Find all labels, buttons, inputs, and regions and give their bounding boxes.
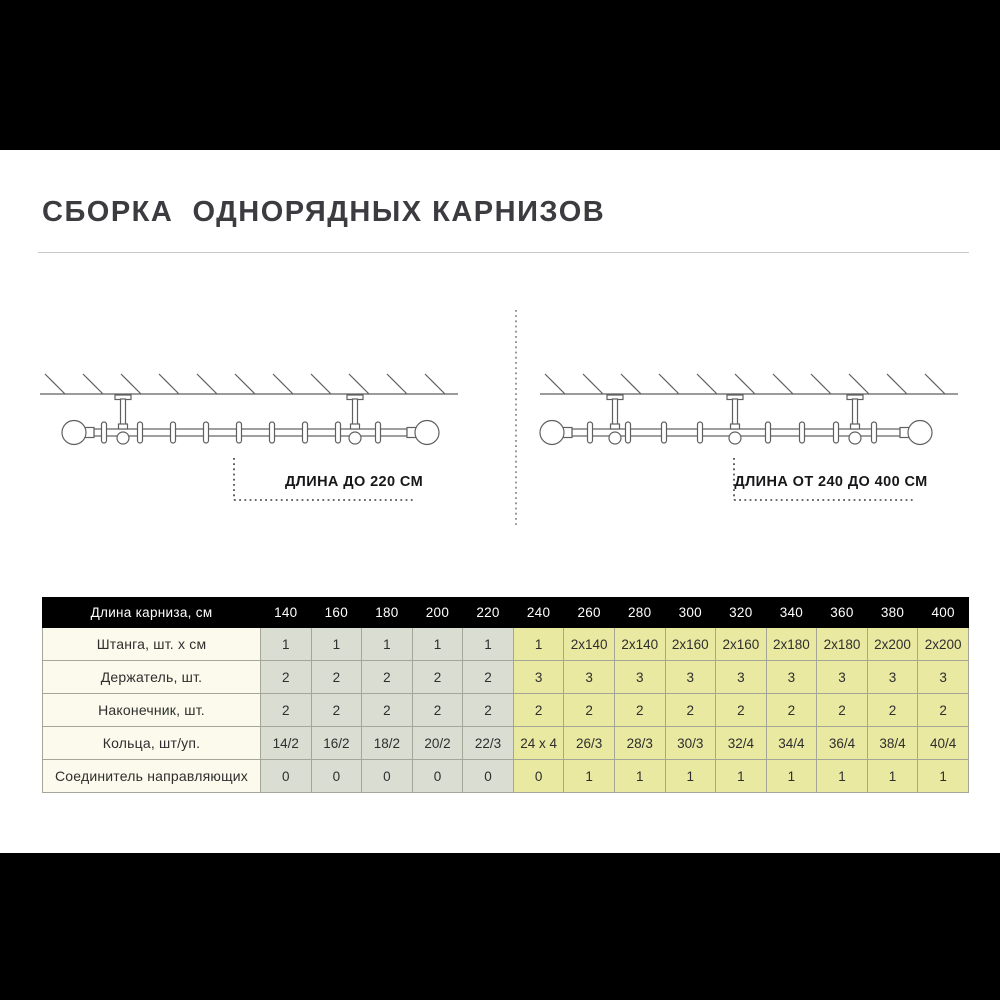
value-cell: 2x160	[665, 628, 716, 661]
column-header-cell: 200	[412, 598, 463, 628]
value-cell: 3	[614, 661, 665, 694]
ceiling-hatch	[849, 374, 869, 394]
cornice-diagrams	[0, 300, 1000, 550]
value-cell: 2	[766, 694, 817, 727]
row-label-cell: Наконечник, шт.	[43, 694, 261, 727]
bracket-cap	[119, 424, 128, 429]
curtain-ring	[834, 422, 839, 443]
value-cell: 2	[261, 661, 312, 694]
row-label-cell: Соединитель направляющих	[43, 760, 261, 793]
column-header-cell: 140	[261, 598, 312, 628]
value-cell: 1	[463, 628, 514, 661]
ceiling-hatch	[735, 374, 755, 394]
value-cell: 2	[463, 694, 514, 727]
ceiling-hatch	[197, 374, 217, 394]
value-cell: 2	[412, 694, 463, 727]
value-cell: 2	[463, 661, 514, 694]
ceiling-hatch	[349, 374, 369, 394]
ceiling-hatch	[83, 374, 103, 394]
value-cell: 0	[362, 760, 413, 793]
bracket-holder	[729, 432, 741, 444]
value-cell: 16/2	[311, 727, 362, 760]
ceiling-hatch	[887, 374, 907, 394]
value-cell: 2	[867, 694, 918, 727]
column-header-cell: 340	[766, 598, 817, 628]
value-cell: 2	[716, 694, 767, 727]
curtain-ring	[270, 422, 275, 443]
ceiling-hatch	[159, 374, 179, 394]
value-cell: 2x200	[918, 628, 969, 661]
bracket-holder	[849, 432, 861, 444]
value-cell: 2	[564, 694, 615, 727]
table-row	[43, 661, 969, 694]
ceiling-hatch	[583, 374, 603, 394]
column-header-cell: 320	[716, 598, 767, 628]
ceiling-hatch	[697, 374, 717, 394]
curtain-ring	[138, 422, 143, 443]
value-cell: 2x180	[766, 628, 817, 661]
curtain-ring	[303, 422, 308, 443]
curtain-ring	[204, 422, 209, 443]
column-header-cell: 380	[867, 598, 918, 628]
curtain-ring	[766, 422, 771, 443]
finial-ball	[62, 421, 86, 445]
finial-ball	[540, 421, 564, 445]
value-cell: 30/3	[665, 727, 716, 760]
page-title: СБОРКА ОДНОРЯДНЫХ КАРНИЗОВ	[42, 196, 606, 228]
value-cell: 2	[665, 694, 716, 727]
value-cell: 3	[918, 661, 969, 694]
value-cell: 1	[362, 628, 413, 661]
column-header-cell: 300	[665, 598, 716, 628]
curtain-ring	[376, 422, 381, 443]
dimension-label-left: ДЛИНА ДО 220 СМ	[284, 474, 424, 490]
ceiling-hatch	[425, 374, 445, 394]
value-cell: 3	[665, 661, 716, 694]
bracket-holder	[117, 432, 129, 444]
column-header-cell: 180	[362, 598, 413, 628]
value-cell: 1	[261, 628, 312, 661]
value-cell: 2	[362, 661, 413, 694]
row-label-cell: Штанга, шт. х см	[43, 628, 261, 661]
value-cell: 18/2	[362, 727, 413, 760]
value-cell: 2	[817, 694, 868, 727]
ceiling-hatch	[273, 374, 293, 394]
value-cell: 0	[412, 760, 463, 793]
value-cell: 0	[311, 760, 362, 793]
curtain-ring	[588, 422, 593, 443]
value-cell: 2	[311, 694, 362, 727]
value-cell: 14/2	[261, 727, 312, 760]
value-cell: 2x200	[867, 628, 918, 661]
value-cell: 0	[463, 760, 514, 793]
value-cell: 32/4	[716, 727, 767, 760]
value-cell: 3	[766, 661, 817, 694]
value-cell: 1	[665, 760, 716, 793]
value-cell: 1	[867, 760, 918, 793]
value-cell: 38/4	[867, 727, 918, 760]
value-cell: 2	[311, 661, 362, 694]
table-row	[43, 694, 969, 727]
value-cell: 3	[867, 661, 918, 694]
table-row	[43, 760, 969, 793]
value-cell: 1	[564, 760, 615, 793]
value-cell: 20/2	[412, 727, 463, 760]
curtain-ring	[626, 422, 631, 443]
finial-ball	[415, 421, 439, 445]
value-cell: 36/4	[817, 727, 868, 760]
value-cell: 1	[766, 760, 817, 793]
value-cell: 2x140	[564, 628, 615, 661]
ceiling-hatch	[121, 374, 141, 394]
column-header-cell: 240	[513, 598, 564, 628]
parts-table	[42, 597, 969, 793]
corner-header-cell: Длина карниза, см	[43, 598, 261, 628]
value-cell: 2	[513, 694, 564, 727]
value-cell: 2	[918, 694, 969, 727]
value-cell: 1	[614, 760, 665, 793]
value-cell: 2x180	[817, 628, 868, 661]
curtain-ring	[171, 422, 176, 443]
value-cell: 28/3	[614, 727, 665, 760]
ceiling-hatch	[235, 374, 255, 394]
curtain-ring	[872, 422, 877, 443]
value-cell: 1	[513, 628, 564, 661]
value-cell: 2	[412, 661, 463, 694]
value-cell: 34/4	[766, 727, 817, 760]
value-cell: 2x160	[716, 628, 767, 661]
finial-ball	[908, 421, 932, 445]
bracket-cap	[851, 424, 860, 429]
value-cell: 26/3	[564, 727, 615, 760]
column-header-cell: 160	[311, 598, 362, 628]
curtain-ring	[800, 422, 805, 443]
ceiling-hatch	[659, 374, 679, 394]
bracket-cap	[731, 424, 740, 429]
value-cell: 1	[412, 628, 463, 661]
row-label-cell: Держатель, шт.	[43, 661, 261, 694]
value-cell: 1	[716, 760, 767, 793]
table-row	[43, 628, 969, 661]
curtain-ring	[662, 422, 667, 443]
bracket-holder	[349, 432, 361, 444]
value-cell: 0	[261, 760, 312, 793]
curtain-ring	[336, 422, 341, 443]
column-header-cell: 400	[918, 598, 969, 628]
column-header-cell: 360	[817, 598, 868, 628]
value-cell: 3	[716, 661, 767, 694]
ceiling-hatch	[621, 374, 641, 394]
bottom-black-bar	[0, 853, 1000, 1000]
value-cell: 2x140	[614, 628, 665, 661]
curtain-ring	[698, 422, 703, 443]
value-cell: 3	[513, 661, 564, 694]
row-label-cell: Кольца, шт/уп.	[43, 727, 261, 760]
dimension-label-right: ДЛИНА ОТ 240 ДО 400 СМ	[734, 474, 928, 490]
ceiling-hatch	[925, 374, 945, 394]
ceiling-hatch	[773, 374, 793, 394]
value-cell: 1	[817, 760, 868, 793]
ceiling-hatch	[45, 374, 65, 394]
value-cell: 1	[311, 628, 362, 661]
ceiling-hatch	[387, 374, 407, 394]
ceiling-hatch	[545, 374, 565, 394]
value-cell: 2	[261, 694, 312, 727]
title-divider-line	[38, 252, 969, 253]
value-cell: 2	[614, 694, 665, 727]
value-cell: 1	[918, 760, 969, 793]
bracket-cap	[611, 424, 620, 429]
value-cell: 40/4	[918, 727, 969, 760]
table-row	[43, 727, 969, 760]
value-cell: 3	[817, 661, 868, 694]
top-black-bar	[0, 0, 1000, 150]
value-cell: 0	[513, 760, 564, 793]
bracket-holder	[609, 432, 621, 444]
value-cell: 2	[362, 694, 413, 727]
value-cell: 22/3	[463, 727, 514, 760]
column-header-cell: 260	[564, 598, 615, 628]
curtain-ring	[102, 422, 107, 443]
column-header-cell: 280	[614, 598, 665, 628]
ceiling-hatch	[311, 374, 331, 394]
value-cell: 3	[564, 661, 615, 694]
curtain-ring	[237, 422, 242, 443]
column-header-cell: 220	[463, 598, 514, 628]
bracket-cap	[351, 424, 360, 429]
value-cell: 24 x 4	[513, 727, 564, 760]
ceiling-hatch	[811, 374, 831, 394]
